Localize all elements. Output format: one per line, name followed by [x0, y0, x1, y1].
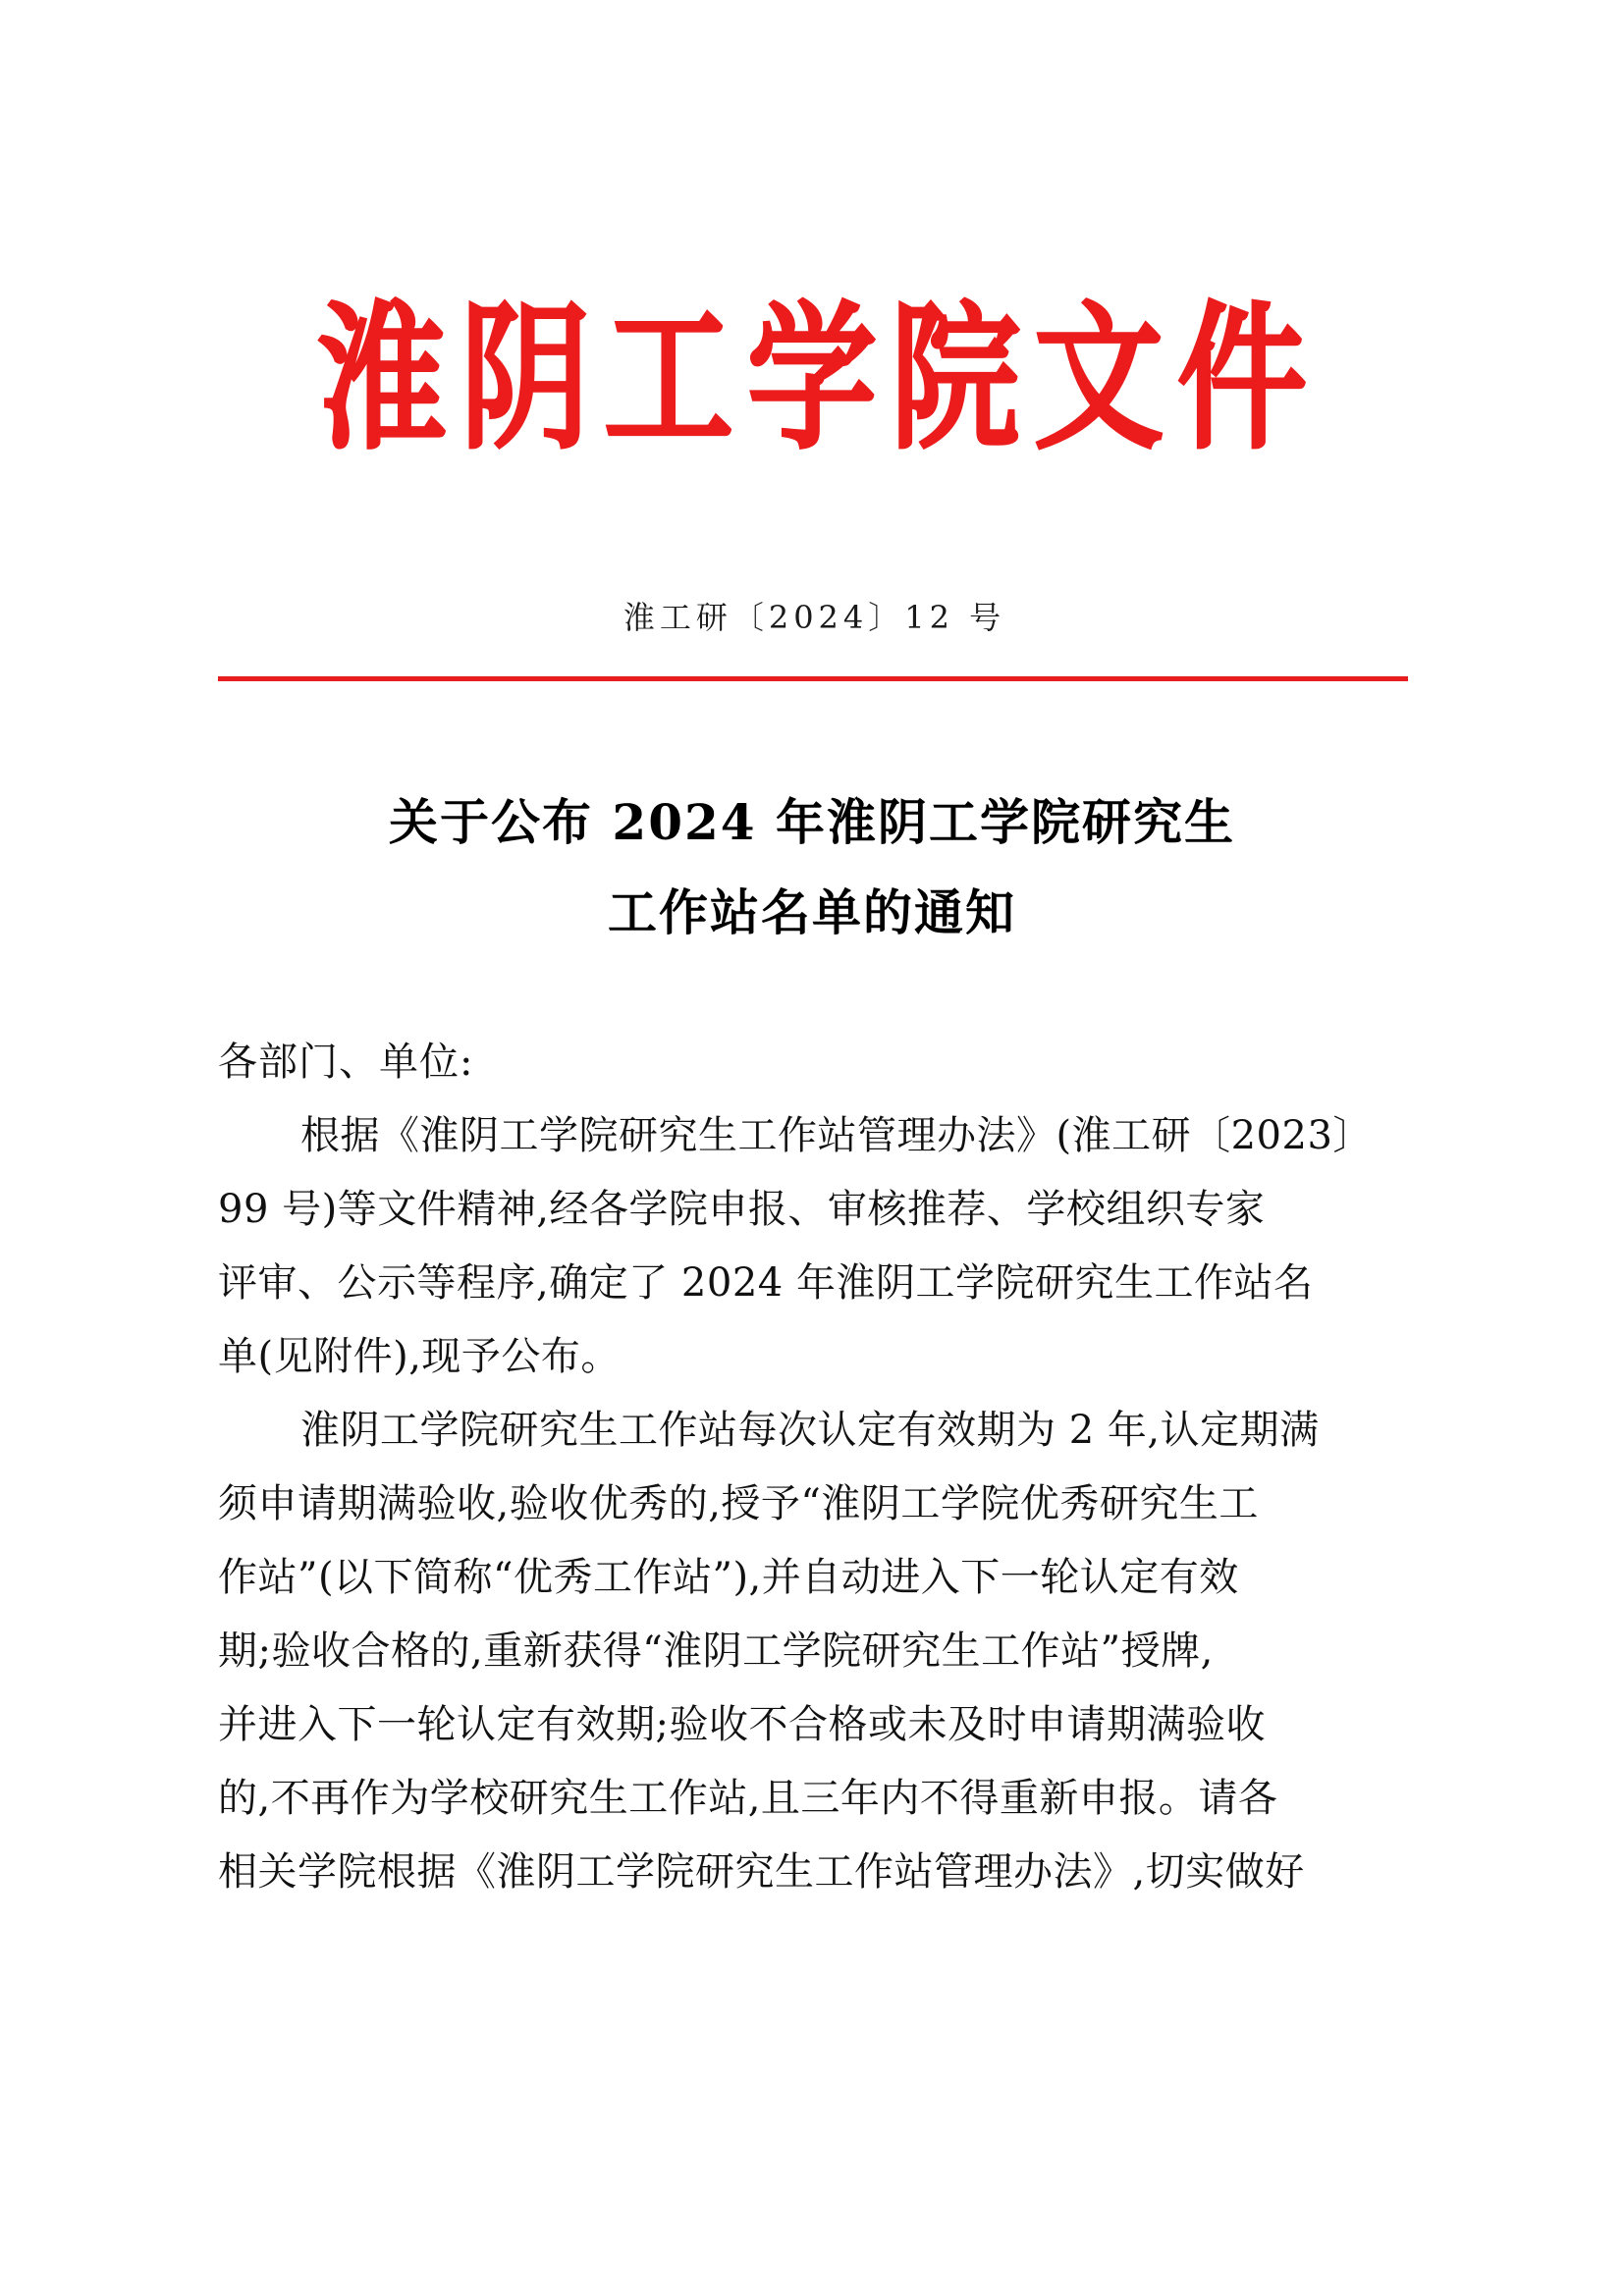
page-title [0, 777, 1624, 958]
paragraph-1-line-3: 评审、公示等程序,确定了 2024 年淮阴工学院研究生工作站名 [218, 1260, 1314, 1306]
page-title-line-1: 关于公布 2024 年淮阴工学院研究生 [389, 793, 1235, 851]
paragraph-2-line-2: 须申请期满验收,验收优秀的,授予“淮阴工学院优秀研究生工 [218, 1481, 1259, 1526]
masthead [0, 286, 1624, 472]
paragraph-1-line-2: 99 号)等文件精神,经各学院申报、审核推荐、学校组织专家 [218, 1187, 1266, 1232]
paragraph-2-line-7: 相关学院根据《淮阴工学院研究生工作站管理办法》,切实做好 [218, 1849, 1305, 1895]
paragraph-1 [218, 1099, 1412, 1394]
masthead-title: 淮阴工学院文件 [317, 286, 1321, 472]
paragraph-1-line-1: 根据《淮阴工学院研究生工作站管理办法》(淮工研〔2023〕 [300, 1113, 1373, 1158]
red-separator-rule [218, 676, 1408, 681]
paragraph-2 [218, 1394, 1412, 1909]
paragraph-2-line-4: 期;验收合格的,重新获得“淮阴工学院研究生工作站”授牌, [218, 1629, 1214, 1674]
paragraph-2-line-5: 并进入下一轮认定有效期;验收不合格或未及时申请期满验收 [218, 1702, 1266, 1747]
document-body [218, 1025, 1412, 1909]
salutation: 各部门、单位: [218, 1040, 474, 1085]
paragraph-2-line-3: 作站”(以下简称“优秀工作站”),并自动进入下一轮认定有效 [218, 1555, 1239, 1600]
paragraph-1-line-4: 单(见附件),现予公布。 [218, 1334, 621, 1379]
paragraph-2-line-1: 淮阴工学院研究生工作站每次认定有效期为 2 年,认定期满 [300, 1408, 1320, 1453]
page-title-line-2: 工作站名单的通知 [608, 883, 1016, 941]
document-number: 淮工研〔2024〕12 号 [623, 599, 1006, 636]
paragraph-2-line-6: 的,不再作为学校研究生工作站,且三年内不得重新申报。请各 [218, 1776, 1278, 1821]
